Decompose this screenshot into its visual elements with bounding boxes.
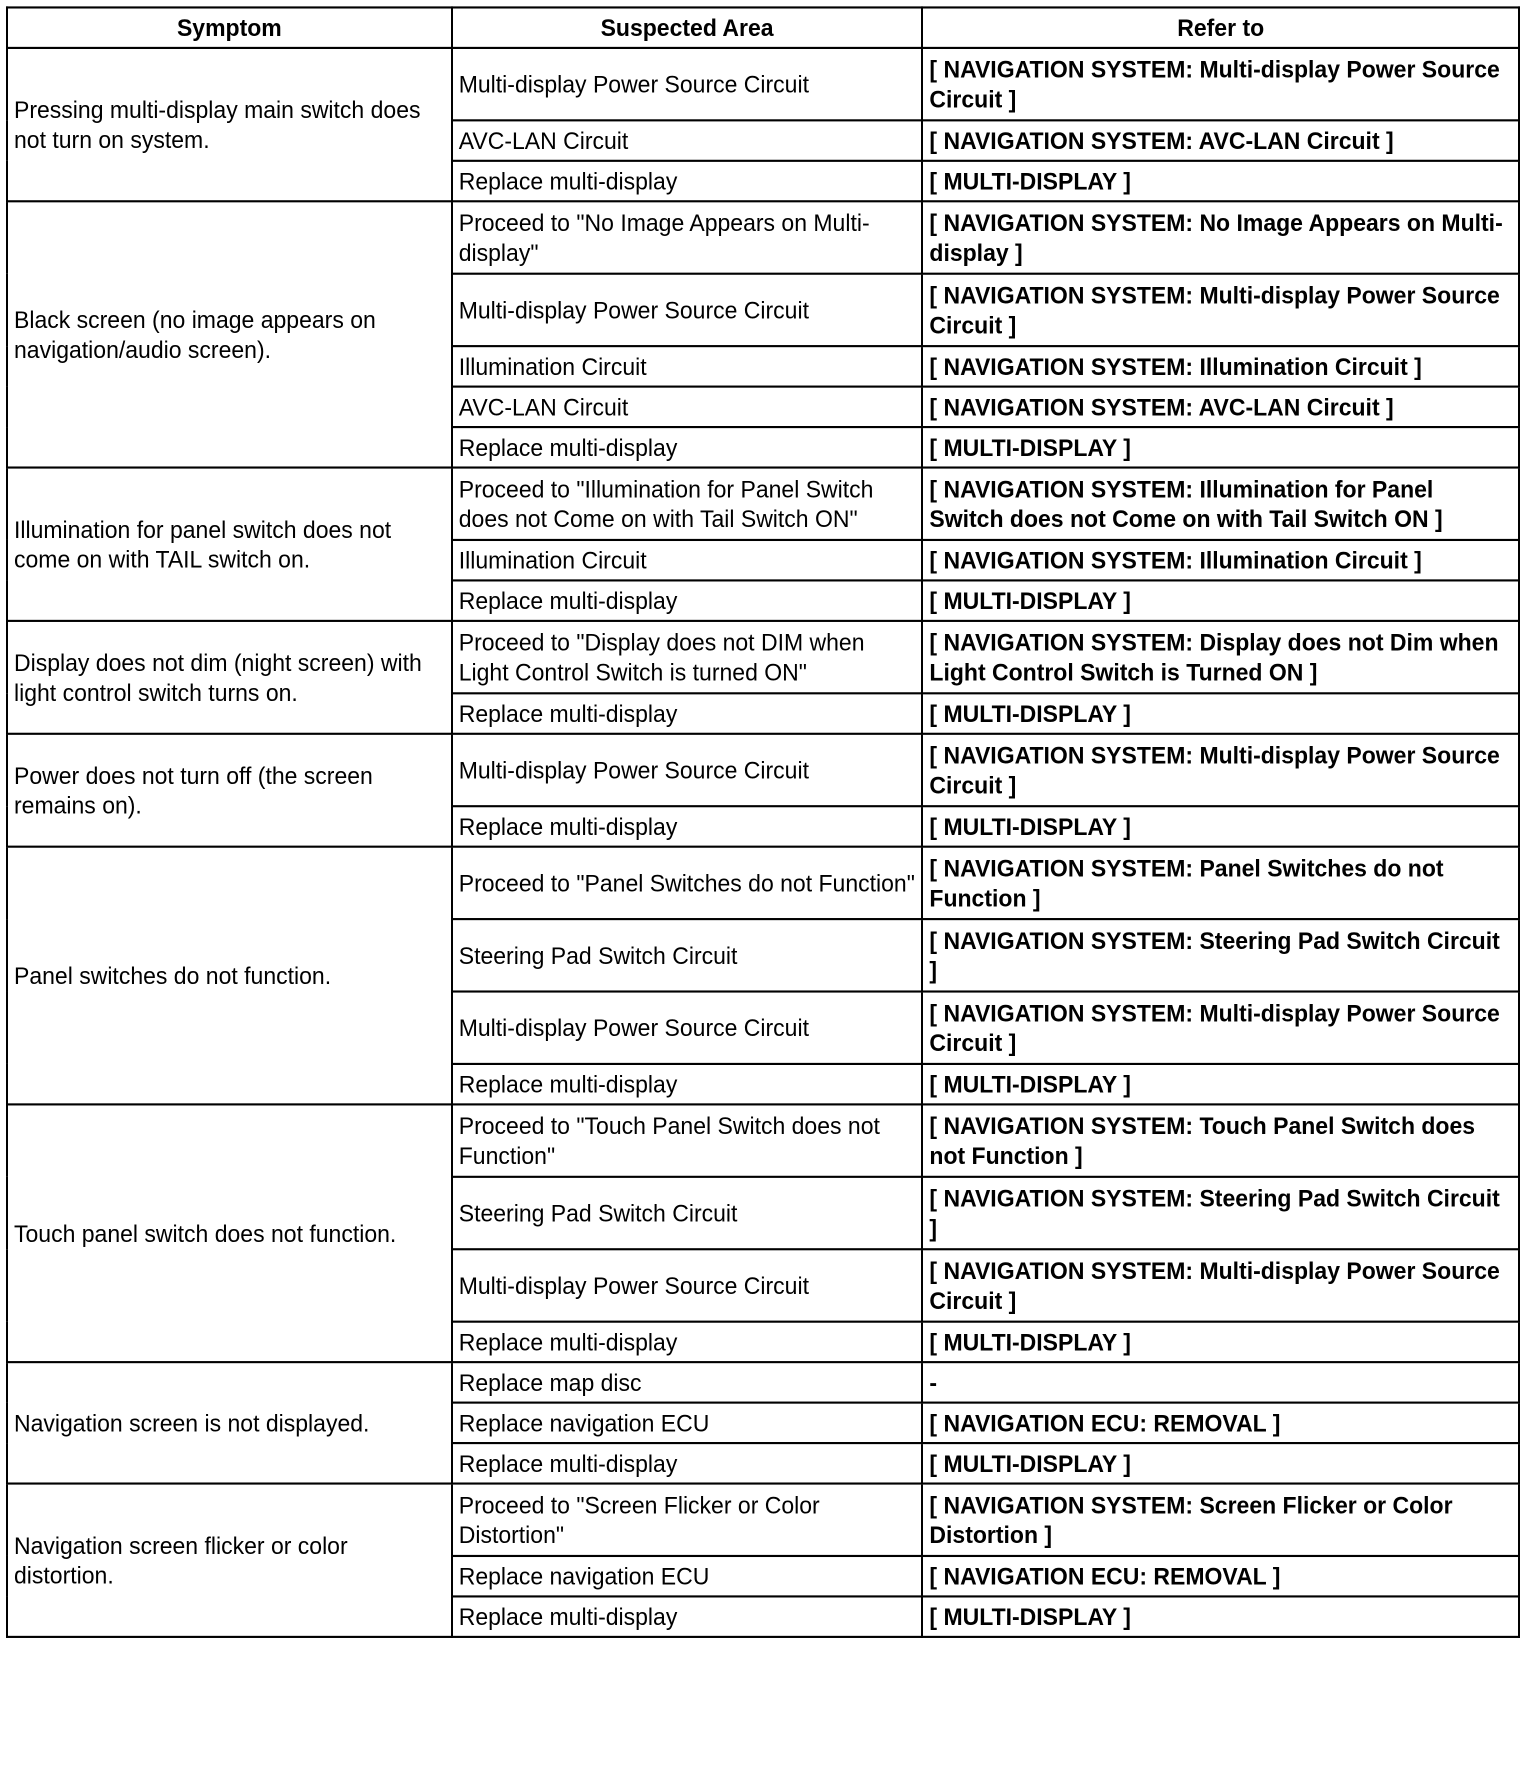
symptom-cell: Pressing multi-display main switch does not turn on system.: [7, 48, 452, 201]
suspected-area-cell: Proceed to "Panel Switches do not Function": [452, 847, 923, 919]
header-symptom: Symptom: [7, 7, 452, 47]
suspected-area-cell: Proceed to "Illumination for Panel Switch does not Come on with Tail Switch ON": [452, 468, 923, 540]
table-row: [7, 201, 1519, 273]
refer-to-cell: [ NAVIGATION SYSTEM: AVC-LAN Circuit ]: [922, 387, 1519, 427]
table-row: [7, 1362, 1519, 1402]
suspected-area-cell: Replace multi-display: [452, 1064, 923, 1104]
table-body: [7, 48, 1519, 1637]
refer-to-cell: [ MULTI-DISPLAY ]: [922, 1322, 1519, 1362]
suspected-area-cell: Replace multi-display: [452, 1596, 923, 1636]
suspected-area-cell: Replace multi-display: [452, 693, 923, 733]
refer-to-cell: [ NAVIGATION SYSTEM: No Image Appears on Multi-display ]: [922, 201, 1519, 273]
refer-to-cell: [ NAVIGATION SYSTEM: Multi-display Power Source Circuit ]: [922, 1249, 1519, 1321]
suspected-area-cell: Replace navigation ECU: [452, 1556, 923, 1596]
refer-to-cell: [ NAVIGATION SYSTEM: Multi-display Power Source Circuit ]: [922, 734, 1519, 806]
suspected-area-cell: Illumination Circuit: [452, 540, 923, 580]
refer-to-cell: [ NAVIGATION SYSTEM: Screen Flicker or Color Distortion ]: [922, 1484, 1519, 1556]
suspected-area-cell: Steering Pad Switch Circuit: [452, 1177, 923, 1249]
suspected-area-cell: Multi-display Power Source Circuit: [452, 992, 923, 1064]
refer-to-cell: [ NAVIGATION SYSTEM: Steering Pad Switch Circuit ]: [922, 919, 1519, 991]
suspected-area-cell: AVC-LAN Circuit: [452, 387, 923, 427]
header-row: [7, 7, 1519, 47]
suspected-area-cell: AVC-LAN Circuit: [452, 120, 923, 160]
header-suspected-area: Suspected Area: [452, 7, 923, 47]
refer-to-cell: [ NAVIGATION SYSTEM: Illumination for Panel Switch does not Come on with Tail Switch ON ]: [922, 468, 1519, 540]
suspected-area-cell: Illumination Circuit: [452, 346, 923, 386]
symptom-cell: Illumination for panel switch does not come on with TAIL switch on.: [7, 468, 452, 621]
suspected-area-cell: Replace map disc: [452, 1362, 923, 1402]
table-row: [7, 847, 1519, 919]
suspected-area-cell: Multi-display Power Source Circuit: [452, 48, 923, 120]
problem-symptoms-table: [6, 6, 1520, 1638]
refer-to-cell: [ NAVIGATION SYSTEM: Panel Switches do not Function ]: [922, 847, 1519, 919]
suspected-area-cell: Proceed to "Touch Panel Switch does not Function": [452, 1104, 923, 1176]
refer-to-cell: [ MULTI-DISPLAY ]: [922, 1443, 1519, 1483]
refer-to-cell: [ MULTI-DISPLAY ]: [922, 1064, 1519, 1104]
symptom-cell: Display does not dim (night screen) with light control switch turns on.: [7, 621, 452, 734]
suspected-area-cell: Steering Pad Switch Circuit: [452, 919, 923, 991]
refer-to-cell: [ NAVIGATION SYSTEM: Illumination Circuit ]: [922, 540, 1519, 580]
suspected-area-cell: Multi-display Power Source Circuit: [452, 734, 923, 806]
suspected-area-cell: Replace multi-display: [452, 161, 923, 201]
refer-to-cell: [ MULTI-DISPLAY ]: [922, 1596, 1519, 1636]
refer-to-cell: [ NAVIGATION ECU: REMOVAL ]: [922, 1556, 1519, 1596]
symptom-cell: Navigation screen flicker or color distortion.: [7, 1484, 452, 1637]
suspected-area-cell: Replace multi-display: [452, 427, 923, 467]
refer-to-cell: [ NAVIGATION SYSTEM: Steering Pad Switch Circuit ]: [922, 1177, 1519, 1249]
symptom-cell: Black screen (no image appears on navigation/audio screen).: [7, 201, 452, 467]
refer-to-cell: [ MULTI-DISPLAY ]: [922, 693, 1519, 733]
suspected-area-cell: Proceed to "No Image Appears on Multi-display": [452, 201, 923, 273]
symptom-cell: Panel switches do not function.: [7, 847, 452, 1105]
table-row: [7, 1104, 1519, 1176]
suspected-area-cell: Replace multi-display: [452, 1443, 923, 1483]
refer-to-cell: [ NAVIGATION SYSTEM: Touch Panel Switch does not Function ]: [922, 1104, 1519, 1176]
refer-to-cell: [ NAVIGATION SYSTEM: Display does not Dim when Light Control Switch is Turned ON ]: [922, 621, 1519, 693]
symptom-cell: Power does not turn off (the screen remains on).: [7, 734, 452, 847]
table-row: [7, 734, 1519, 806]
suspected-area-cell: Replace navigation ECU: [452, 1403, 923, 1443]
suspected-area-cell: Replace multi-display: [452, 580, 923, 620]
table-row: [7, 48, 1519, 120]
refer-to-cell: [ MULTI-DISPLAY ]: [922, 427, 1519, 467]
refer-to-cell: [ MULTI-DISPLAY ]: [922, 806, 1519, 846]
suspected-area-cell: Proceed to "Display does not DIM when Light Control Switch is turned ON": [452, 621, 923, 693]
suspected-area-cell: Replace multi-display: [452, 1322, 923, 1362]
table-row: [7, 1484, 1519, 1556]
header-refer-to: Refer to: [922, 7, 1519, 47]
refer-to-cell: [ NAVIGATION SYSTEM: Multi-display Power Source Circuit ]: [922, 992, 1519, 1064]
refer-to-cell: [ MULTI-DISPLAY ]: [922, 161, 1519, 201]
symptom-cell: Touch panel switch does not function.: [7, 1104, 452, 1362]
table-row: [7, 468, 1519, 540]
refer-to-cell: [ NAVIGATION SYSTEM: Multi-display Power Source Circuit ]: [922, 274, 1519, 346]
refer-to-cell: [ NAVIGATION SYSTEM: AVC-LAN Circuit ]: [922, 120, 1519, 160]
suspected-area-cell: Multi-display Power Source Circuit: [452, 1249, 923, 1321]
suspected-area-cell: Replace multi-display: [452, 806, 923, 846]
refer-to-cell: [ MULTI-DISPLAY ]: [922, 580, 1519, 620]
refer-to-cell: [ NAVIGATION SYSTEM: Illumination Circuit ]: [922, 346, 1519, 386]
refer-to-cell: -: [922, 1362, 1519, 1402]
refer-to-cell: [ NAVIGATION SYSTEM: Multi-display Power Source Circuit ]: [922, 48, 1519, 120]
refer-to-cell: [ NAVIGATION ECU: REMOVAL ]: [922, 1403, 1519, 1443]
suspected-area-cell: Multi-display Power Source Circuit: [452, 274, 923, 346]
symptom-cell: Navigation screen is not displayed.: [7, 1362, 452, 1483]
suspected-area-cell: Proceed to "Screen Flicker or Color Distortion": [452, 1484, 923, 1556]
table-row: [7, 621, 1519, 693]
